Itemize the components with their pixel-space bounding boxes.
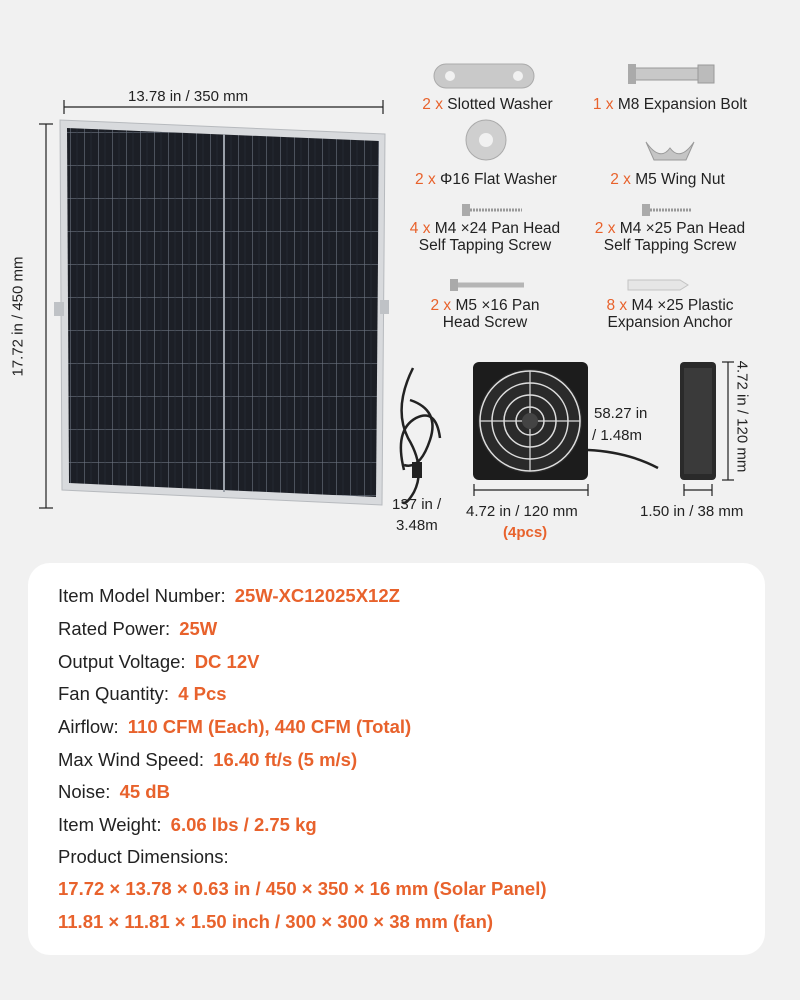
fan-cable-length-1: 58.27 in	[594, 405, 648, 422]
accessory-label: 2 x Φ16 Flat Washer	[415, 171, 557, 188]
flat-washer-image	[466, 120, 506, 160]
spec-row: Rated Power: 25W	[58, 618, 218, 639]
power-cable-image	[401, 368, 440, 503]
panel-width-dimension: 13.78 in / 350 mm	[128, 88, 249, 105]
spec-row: Airflow: 110 CFM (Each), 440 CFM (Total)	[58, 716, 412, 737]
fan-front-image	[473, 362, 588, 480]
product-dimensions-panel: 17.72 × 13.78 × 0.63 in / 450 × 350 × 16 mm (Solar Panel)	[58, 878, 547, 899]
spec-row: Item Weight: 6.06 lbs / 2.75 kg	[58, 814, 317, 835]
fan-depth-dimension: 1.50 in / 38 mm	[640, 503, 744, 520]
panel-height-dimension: 17.72 in / 450 mm	[9, 256, 27, 377]
fan-cable-length-2: / 1.48m	[592, 427, 643, 444]
spec-row: Max Wind Speed: 16.40 ft/s (5 m/s)	[58, 749, 358, 770]
accessory-label: 2 x Slotted Washer	[422, 96, 553, 113]
spec-row: Fan Quantity: 4 Pcs	[58, 683, 227, 704]
fan-size-dimension: 4.72 in / 120 mm	[466, 503, 578, 520]
fan-side-image	[680, 362, 716, 480]
spec-row: Output Voltage: DC 12V	[58, 651, 260, 672]
spec-row: Noise: 45 dB	[58, 781, 170, 802]
wing-nut-image	[646, 142, 694, 160]
product-dimensions-fan: 11.81 × 11.81 × 1.50 inch / 300 × 300 × 38 mm (fan)	[58, 911, 494, 932]
cable-length-2: 3.48m	[396, 517, 438, 534]
accessory-label: 2 x M4 ×25 Pan Head Self Tapping Screw	[594, 220, 746, 254]
cable-length-1: 137 in /	[392, 496, 442, 513]
pan-head-screw-25-image	[642, 204, 692, 216]
spec-row: Item Model Number: 25W-XC12025X12Z	[58, 585, 400, 606]
fan-side-height-dimension: 4.72 in / 120 mm	[733, 360, 751, 473]
expansion-bolt-image	[628, 64, 714, 84]
product-dimensions-label: Product Dimensions:	[58, 846, 229, 867]
accessory-label: 4 x M4 ×24 Pan Head Self Tapping Screw	[409, 220, 561, 254]
accessory-label: 1 x M8 Expansion Bolt	[592, 96, 748, 113]
accessory-label: 8 x M4 ×25 Plastic Expansion Anchor	[606, 297, 734, 331]
fan-count: (4pcs)	[503, 524, 548, 541]
plastic-anchor-image	[628, 280, 688, 290]
accessory-label: 2 x M5 ×16 Pan Head Screw	[430, 297, 540, 331]
pan-head-screw-24-image	[462, 204, 522, 216]
accessory-label: 2 x M5 Wing Nut	[610, 171, 725, 188]
specifications-card	[28, 563, 765, 955]
m5-screw-image	[450, 279, 524, 291]
